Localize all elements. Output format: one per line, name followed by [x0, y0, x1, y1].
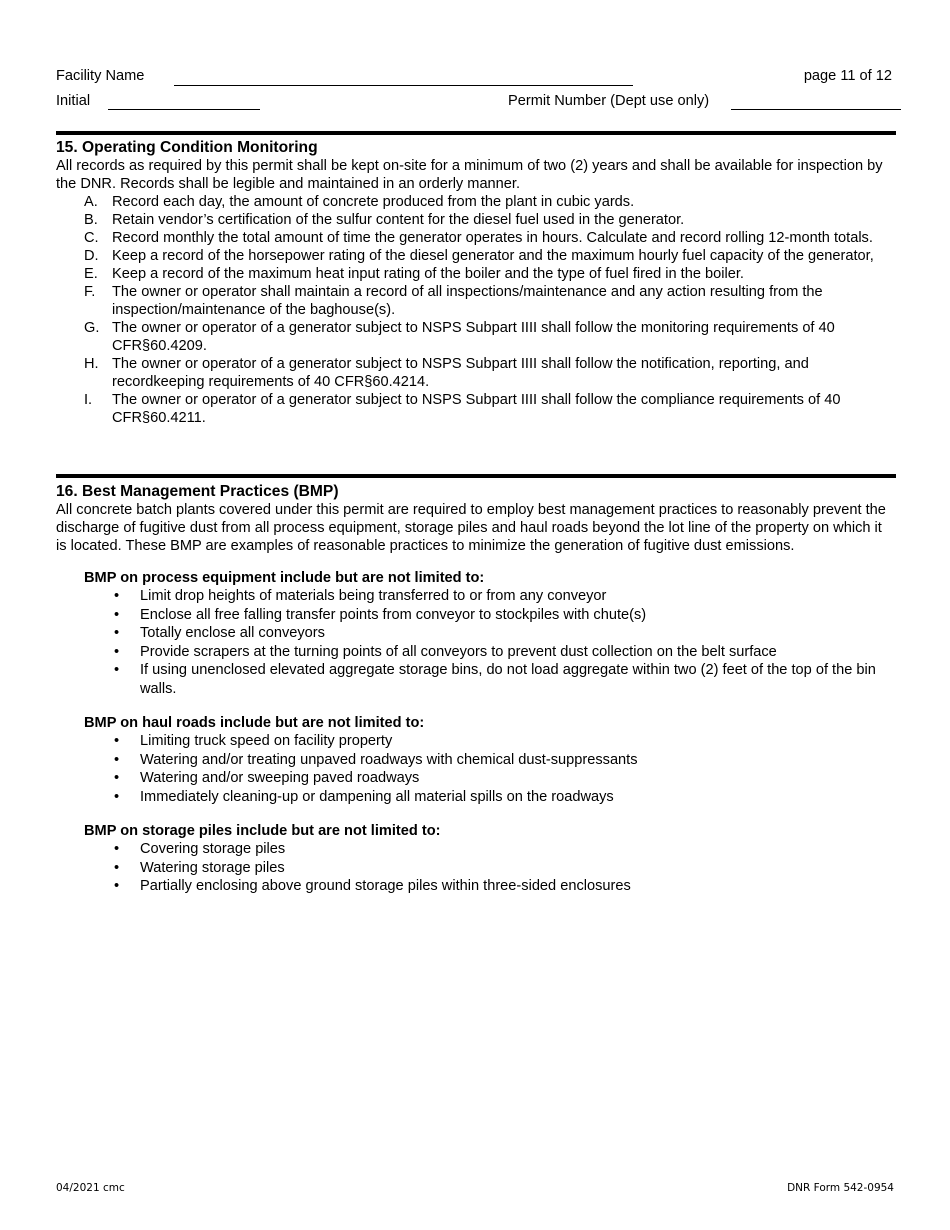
list-item-text: If using unenclosed elevated aggregate storage bins, do not load aggregate within two (2) feet of the top of the bin walls. [140, 662, 876, 697]
bullet-icon: • [114, 788, 120, 805]
list-item-text: Watering and/or treating unpaved roadways with chemical dust-suppressants [140, 751, 638, 768]
list-item [112, 751, 896, 770]
list-item-text: Record monthly the total amount of time the generator operates in hours. Calculate and record rolling 12-month totals. [112, 230, 873, 246]
section-16 [56, 483, 896, 896]
bullet-icon: • [114, 662, 120, 678]
bullet-icon: • [114, 841, 120, 857]
list-marker: B. [84, 212, 98, 228]
list-marker: A. [84, 194, 98, 210]
bullet-icon: • [114, 770, 120, 786]
list-marker: F. [84, 284, 96, 300]
list-item [112, 840, 896, 859]
bmp-bullet-list [56, 587, 896, 698]
list-item-text: Keep a record of the horsepower rating of the diesel generator and the maximum hourly fuel capacity of the generator, [112, 248, 874, 264]
list-item-text: Record each day, the amount of concrete produced from the plant in cubic yards. [112, 194, 635, 210]
list-item [112, 859, 896, 878]
initial-field[interactable] [108, 109, 260, 110]
list-item [112, 769, 896, 788]
bmp-bullet-list [56, 732, 896, 806]
list-marker: G. [84, 320, 100, 336]
list-item-text: The owner or operator shall maintain a record of all inspections/maintenance and any action resulting from the inspection/maintenance of the baghouse(s). [112, 284, 823, 318]
list-item-text: Keep a record of the maximum heat input rating of the boiler and the type of fuel fired in the boiler. [112, 266, 744, 282]
list-marker: D. [84, 248, 99, 264]
bmp-group-heading: BMP on haul roads include but are not limited to: [84, 715, 425, 731]
list-item-text: The owner or operator of a generator subject to NSPS Subpart IIII shall follow the monitoring requirements of 40 CFR§60.4209. [112, 320, 835, 354]
list-item [84, 283, 896, 319]
bullet-icon: • [114, 643, 120, 660]
list-item-text: Watering storage piles [140, 859, 285, 876]
list-item-text: The owner or operator of a generator subject to NSPS Subpart IIII shall follow the compliance requirements of 40 CFR§60.4211. [112, 392, 841, 426]
list-item [112, 624, 896, 643]
bmp-group-heading: BMP on storage piles include but are not limited to: [84, 823, 441, 839]
list-item [84, 247, 896, 265]
bullet-icon: • [114, 878, 120, 894]
bmp-group-heading: BMP on process equipment include but are not limited to: [84, 570, 485, 586]
list-item [84, 355, 896, 391]
section-15 [56, 139, 896, 427]
list-item-text: Immediately cleaning-up or dampening all material spills on the roadways [140, 788, 614, 805]
bullet-icon: • [114, 588, 120, 604]
list-marker: C. [84, 230, 99, 246]
list-item [84, 211, 896, 229]
footer-revision: 04/2021 cmc [56, 1182, 125, 1194]
list-item [112, 587, 896, 606]
footer-form-number: DNR Form 542-0954 [787, 1182, 894, 1194]
bullet-icon: • [114, 625, 120, 641]
section-divider [56, 474, 896, 478]
list-item-text: Retain vendor’s certification of the sulfur content for the diesel fuel used in the generator. [112, 212, 685, 228]
list-item [112, 643, 896, 662]
list-item-text: Totally enclose all conveyors [140, 625, 325, 641]
facility-name-field[interactable] [174, 85, 633, 86]
list-item-text: Provide scrapers at the turning points of all conveyors to prevent dust collection on the belt surface [140, 643, 777, 660]
bmp-bullet-list [56, 840, 896, 896]
bullet-icon: • [114, 733, 120, 749]
section-divider [56, 131, 896, 135]
list-marker: E. [84, 266, 98, 282]
page-number: page 11 of 12 [803, 68, 892, 84]
section-15-list [56, 193, 896, 427]
list-item-text: Enclose all free falling transfer points from conveyor to stockpiles with chute(s) [140, 606, 647, 623]
list-item-text: The owner or operator of a generator subject to NSPS Subpart IIII shall follow the notification, reporting, and recordkeeping requirements of 40 CFR§60.4214. [112, 356, 809, 390]
bullet-icon: • [114, 606, 120, 623]
list-item [84, 193, 896, 211]
list-item [84, 229, 896, 247]
list-item [112, 661, 896, 698]
list-item [84, 391, 896, 427]
list-item-text: Limiting truck speed on facility property [140, 733, 393, 749]
list-item-text: Limit drop heights of materials being transferred to or from any conveyor [140, 588, 607, 604]
list-item-text: Partially enclosing above ground storage piles within three-sided enclosures [140, 878, 631, 894]
list-item-text: Watering and/or sweeping paved roadways [140, 770, 420, 786]
list-item [112, 877, 896, 896]
list-item [84, 319, 896, 355]
list-marker: I. [84, 392, 93, 408]
permit-number-field[interactable] [731, 109, 901, 110]
list-item [84, 265, 896, 283]
section-16-title: 16. Best Management Practices (BMP) [56, 483, 339, 500]
bullet-icon: • [114, 859, 120, 876]
permit-number-label: Permit Number (Dept use only) [508, 93, 710, 109]
list-item [112, 606, 896, 625]
section-15-title: 15. Operating Condition Monitoring [56, 139, 318, 156]
list-item [112, 788, 896, 807]
list-item-text: Covering storage piles [140, 841, 286, 857]
facility-name-label: Facility Name [56, 68, 145, 84]
list-item [112, 732, 896, 751]
initial-label: Initial [56, 93, 91, 109]
bullet-icon: • [114, 751, 120, 768]
bmp-groups [56, 569, 896, 896]
list-marker: H. [84, 356, 99, 372]
section-15-intro: All records as required by this permit shall be kept on-site for a minimum of two (2) years and shall be available for inspection by the DNR. Records shall be legible and maintained in an orderly manner. [56, 158, 883, 192]
section-16-intro: All concrete batch plants covered under this permit are required to employ best management practices to reasonably prevent the discharge of fugitive dust from all process equipment, storage piles and haul roads beyond the lot line of the property on which it is located. These BMP are examples of reasonable practices to minimize the generation of fugitive dust emissions. [56, 502, 886, 554]
